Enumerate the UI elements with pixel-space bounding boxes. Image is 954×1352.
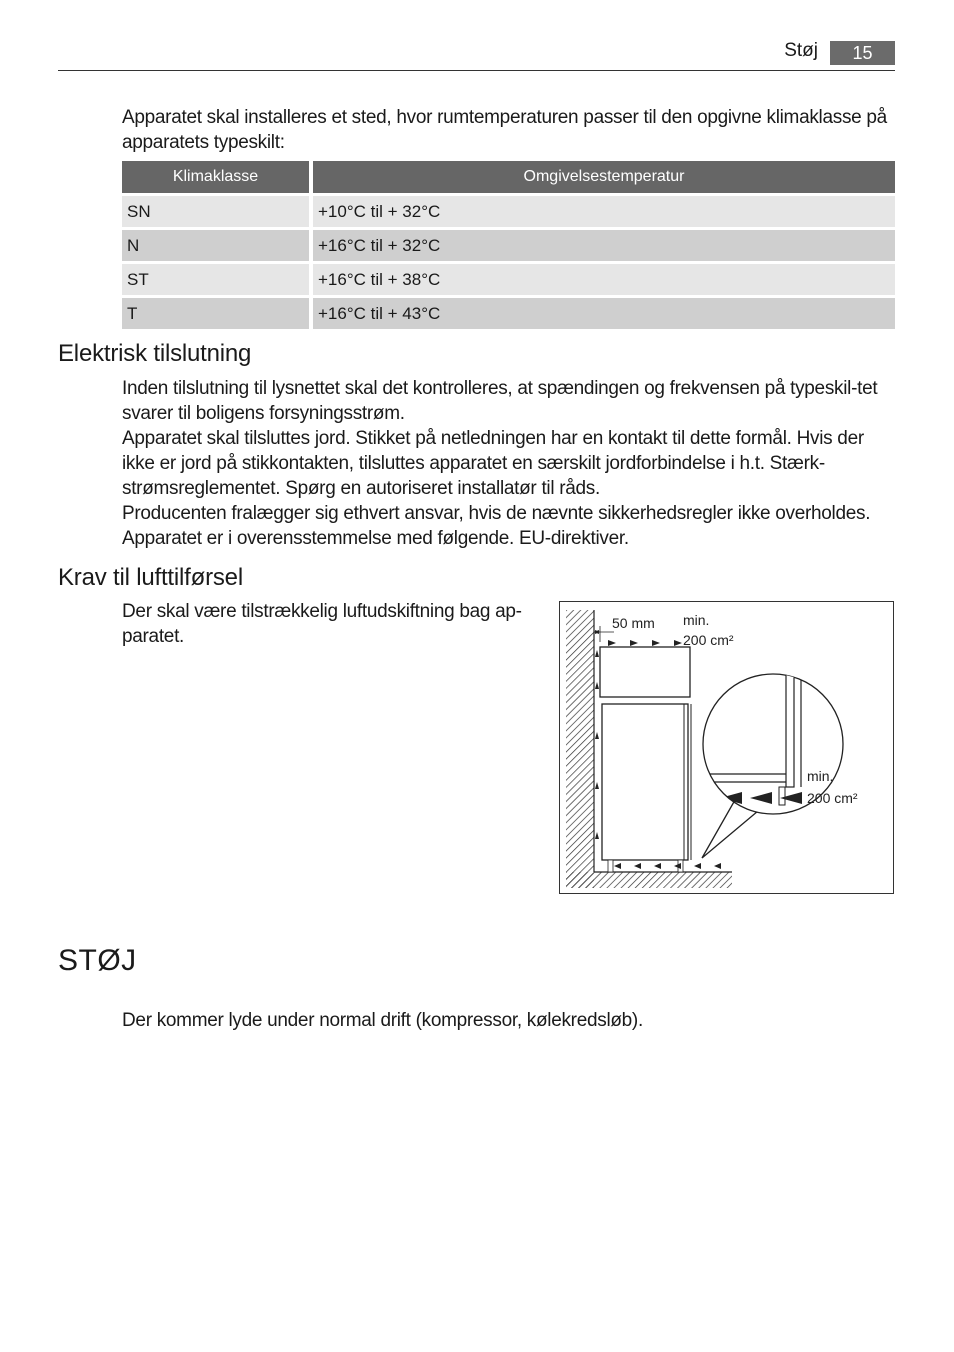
label-min-top: min. <box>683 612 710 628</box>
table-cell-class: SN <box>122 193 313 227</box>
noise-paragraph: Der kommer lyde under normal drift (kompressor, kølekredsløb). <box>122 1010 643 1031</box>
electrical-paragraph: Inden tilslutning til lysnettet skal det kontrolleres, at spændingen og frekvensen på typeskil-tet svarer til boligens forsyningsstrøm. <box>122 378 878 424</box>
label-gap-50mm: 50 mm <box>612 615 655 631</box>
table-row <box>122 227 895 261</box>
electrical-paragraph: Apparatet skal tilsluttes jord. Stikket på netledningen har en kontakt til dette formål. Hvis der ikke er jord på stikkontakten, tilsluttes apparatet en særskilt jordforbindelse i h.t. Stærk-strømsreglementet. Spørg en autoriseret installatør til råds. <box>122 428 864 499</box>
table-cell-class: N <box>122 227 313 261</box>
electrical-paragraph: Apparatet er i overensstemmelse med følgende. EU-direktiver. <box>122 528 629 549</box>
floor-hatching <box>566 872 732 888</box>
table-cell-class: ST <box>122 261 313 295</box>
table-row <box>122 193 895 227</box>
table-cell-temperature: +16°C til + 38°C <box>313 261 895 295</box>
label-area-bottom: 200 cm² <box>807 790 858 806</box>
page-number: 15 <box>830 41 895 65</box>
table-cell-temperature: +16°C til + 43°C <box>313 295 895 329</box>
table-row <box>122 261 895 295</box>
electrical-heading: Elektrisk tilslutning <box>58 340 252 367</box>
electrical-body <box>122 376 897 551</box>
top-airflow-arrows <box>608 640 682 646</box>
table-header-row <box>122 161 895 193</box>
header-divider <box>58 70 895 71</box>
noise-heading: STØJ <box>58 944 137 977</box>
header-section-title: Støj <box>784 40 818 61</box>
rear-airflow-arrows <box>595 650 599 839</box>
table-header-ambient-temperature: Omgivelsestemperatur <box>313 161 895 193</box>
ventilation-paragraph: Der skal være tilstrækkelig luftudskiftning bag ap-paratet. <box>122 601 522 647</box>
upper-cabinet <box>600 647 690 697</box>
ventilation-heading: Krav til lufttilførsel <box>58 564 243 591</box>
bottom-airflow-arrows <box>614 863 721 869</box>
ventilation-diagram-drawing <box>560 602 893 893</box>
label-area-top: 200 cm² <box>683 632 734 648</box>
table-row <box>122 295 895 329</box>
table-cell-temperature: +10°C til + 32°C <box>313 193 895 227</box>
table-cell-temperature: +16°C til + 32°C <box>313 227 895 261</box>
electrical-paragraph: Producenten fralægger sig ethvert ansvar, hvis de nævnte sikkerhedsregler ikke overholdes. <box>122 503 871 524</box>
wall-hatching <box>566 610 594 888</box>
intro-paragraph: Apparatet skal installeres et sted, hvor rumtemperaturen passer til den opgivne klimaklasse på apparatets typeskilt: <box>122 107 887 153</box>
appliance <box>602 704 688 860</box>
table-cell-class: T <box>122 295 313 329</box>
label-min-bottom: min. <box>807 768 834 784</box>
table-header-climate-class: Klimaklasse <box>122 161 313 193</box>
ventilation-diagram <box>559 601 894 894</box>
climate-class-table <box>122 161 895 329</box>
